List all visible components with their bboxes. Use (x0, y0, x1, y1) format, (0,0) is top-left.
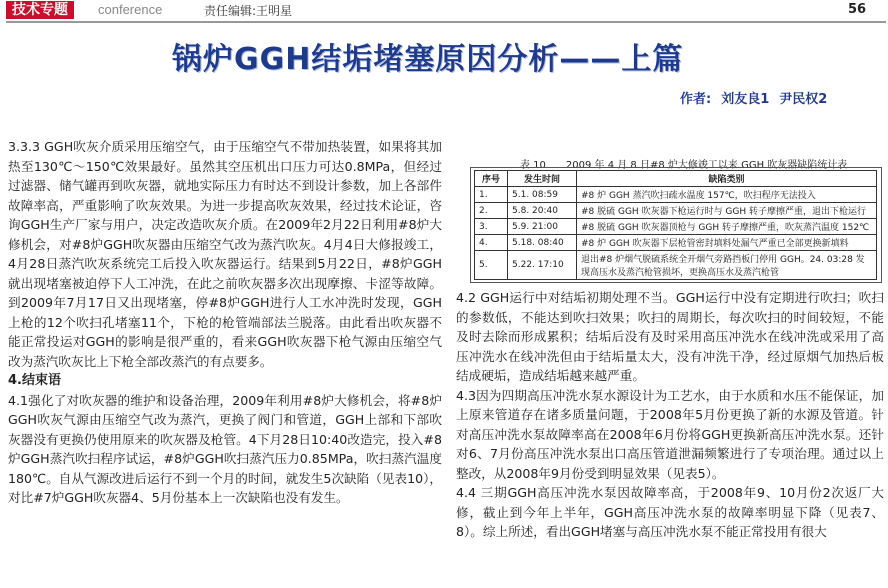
article-title: 锅炉GGH结垢堵塞原因分析——上篇 (172, 42, 684, 77)
author-line (680, 88, 837, 107)
row-index: 1. (475, 187, 508, 203)
table-header-row (475, 171, 877, 187)
header-index: 序号 (475, 171, 508, 187)
paragraph-4-2: 4.2 GGH运行中对结垢初期处理不当。GGH运行中没有定期进行吹扫；吹扫的参数低，不能达到吹扫效果；吹扫的周期长，每次吹扫的时间较短，不能及时去除而形成累积；结垢后没有及时采用高压冲洗水在线冲洗或采用了高压冲洗水在线冲洗但由于结垢量太大，没有冲洗干净，经过原烟气加热后板结成硬垢，造成结垢越来越严重。 (456, 290, 884, 383)
row-time: 5.22. 17:10 (508, 251, 577, 280)
row-defect: #8 脱硫 GGH 吹灰器下枪运行时与 GGH 转子摩擦严重，退出下枪运行 (577, 203, 877, 219)
table-row (475, 251, 877, 280)
table-row (475, 187, 877, 203)
row-defect: #8 炉 GGH 蒸汽吹扫疏水温度 157℃，吹扫程序无法投入 (577, 187, 877, 203)
row-time: 5.1. 08:59 (508, 187, 577, 203)
row-time: 5.9. 21:00 (508, 219, 577, 235)
table-row (475, 235, 877, 251)
header-time: 发生时间 (508, 171, 577, 187)
row-index: 3. (475, 219, 508, 235)
section-heading-conclusion: 4.结束语 (8, 373, 61, 388)
author-2: 尹民权2 (779, 92, 828, 107)
paragraph-3-3-3: 3.3.3 GGH吹灰介质采用压缩空气，由于压缩空气不带加热装置，如果将其加热至130℃～150℃效果最好。虽然其空压机出口压力可达0.8MPa，但经过过滤器、储气罐再到吹灰器，就地实际压力有时达不到设计参数，加上各部件故障率高，严重影响了吹灰效果。为进一步提高吹灰效果，经过技术论证，咨询GGH生产厂家与用户，决定改造吹灰介质。在2009年2月22日利用#8炉大修机会，对#8炉GGH吹灰器由压缩空气改为蒸汽吹灰。4月4日大修报竣工，4月28日蒸汽吹灰系统完工后投入吹灰器运行。结果到5月22日，#8炉GGH就出现堵塞被迫停下人工冲洗，在此之前吹灰器多次出现摩擦、卡涩等故障。到2009年7月17日又出现堵塞，停#8炉GGH进行人工水冲洗时发现，GGH上枪的12个吹扫孔堵塞11个，下枪的枪管端部法兰脱落。由此看出吹灰器不能正常投运对GGH的影响是很严重的，看来GGH吹灰器下枪气源由压缩空气改为蒸汽吹灰比上下枪全部改蒸汽的有点要多。 (8, 139, 442, 369)
row-index: 2. (475, 203, 508, 219)
paragraph-4-4: 4.4 三期GGH高压冲洗水泵因故障率高，于2008年9、10月份2次返厂大修，截止到今年上半年，GGH高压冲洗水泵的故障率明显下降（见表7、8）。综上所述，看出GGH堵塞与高压冲洗水泵不能正常投用有很大 (456, 485, 884, 539)
header-defect: 缺陷类别 (577, 171, 877, 187)
row-defect: #8 炉 GGH 吹灰器下层枪管密封填料处漏气严重已全部更换新填料 (577, 235, 877, 251)
authors-label: 作者: (680, 92, 712, 107)
header-divider (6, 21, 886, 23)
row-index: 5. (475, 251, 508, 280)
page-number: 56 (848, 2, 867, 17)
table-caption: 表 10 2009 年 4 月 8 日#8 炉大修竣工以来 GGH 吹灰器缺陷统计表 (520, 160, 848, 171)
table-row (475, 203, 877, 219)
row-time: 5.8. 20:40 (508, 203, 577, 219)
page-header (0, 0, 888, 22)
defect-table (474, 170, 877, 280)
section-tag-en: conference (98, 2, 163, 17)
author-1: 刘友良1 (721, 92, 770, 107)
row-defect: 退出#8 炉烟气脱硫系统全开烟气旁路挡板门停用 GGH。24. 03:28 发现高压水及蒸汽枪管损坏，更换高压水及蒸汽枪管 (577, 251, 877, 280)
left-column (8, 137, 442, 508)
paragraph-4-1: 4.1强化了对吹灰器的维护和设备治理，2009年利用#8炉大修机会，将#8炉GGH吹灰气源由压缩空气改为蒸汽，更换了阀门和管道，GGH上部和下部吹灰器没有更换仍使用原来的吹灰器及枪管。4下月28日10:40改造完，投入#8炉GGH蒸汽吹扫程序试运，#8炉GGH吹扫蒸汽压力0.85MPa，吹扫蒸汽温度180℃。自从气源改进后运行不到一个月的时间，就发生5次缺陷（见表10），对比#7炉GGH吹灰器4、5月份基本上一次缺陷也没有发生。 (8, 392, 442, 505)
editor-credit: 责任编辑:王明星 (204, 4, 293, 18)
paragraph-4-3: 4.3因为四期高压冲洗水泵水源设计为工艺水，由于水质和水压不能保证，加上原来管道存在诸多质量问题，于2008年5月份更换了新的水源及管道。针对高压冲洗水泵故障率高在2008年6月份将GGH更换新高压冲洗水泵。还针对6、7月份高压冲洗水泵出口高压管道泄漏频繁进行了专项治理。通过以上整改，从2008年9月份受到明显效果（见表5）。 (456, 387, 884, 481)
row-index: 4. (475, 235, 508, 251)
row-time: 5.18. 08:40 (508, 235, 577, 251)
row-defect: #8 脱硫 GGH 吹灰器顶枪与 GGH 转子摩擦严重，吹灰蒸汽温度 152℃ (577, 219, 877, 235)
right-column (456, 288, 884, 542)
section-tag: 技术专题 (6, 1, 74, 19)
table-row (475, 219, 877, 235)
